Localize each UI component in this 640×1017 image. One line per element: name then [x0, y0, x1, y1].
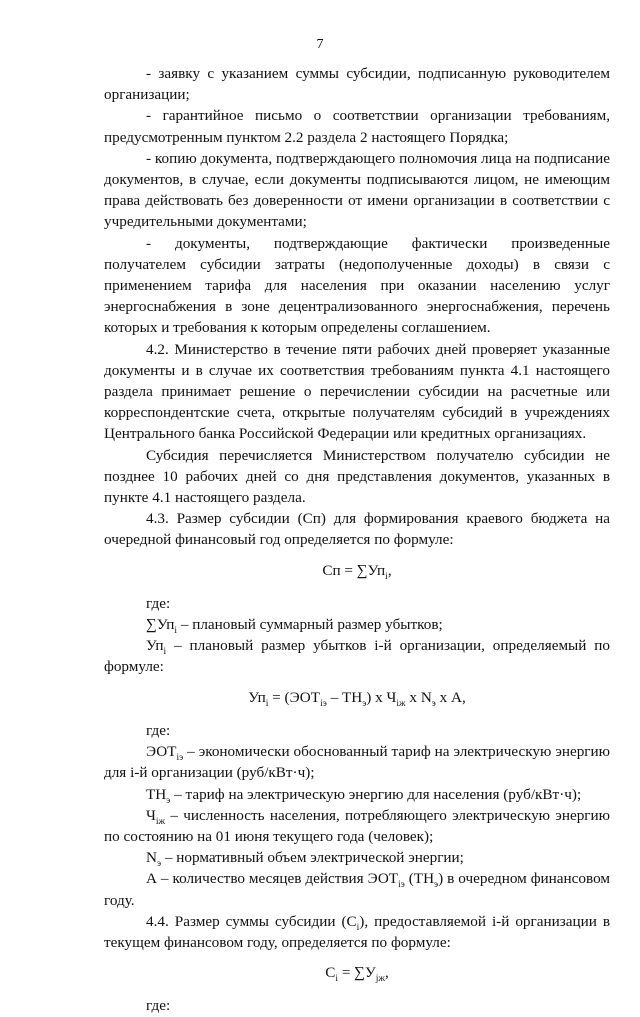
definition: $N_э$ – нормативный объем электрической энергии;: [146, 849, 464, 870]
paragraph: - заявку с указанием суммы субсидии, подписанную руководителем организации;: [104, 65, 610, 104]
formula-losses: $Уп_i = (ЭОТ_{iэ} - ТН_э)$ х $Ч_{iж}$ х $N_э$ х А,: [248, 688, 466, 709]
definition: $ТН_э$ – тариф на электрическую энергию для населения (руб/кВт·ч);: [146, 785, 582, 806]
formula-subsidy: $С_i = \sum У_{jж}$,: [325, 964, 389, 985]
definition: $Уп_i$ – плановый размер убытков i-й организации, определяемый по формуле:: [104, 637, 610, 676]
paragraph: 4.2. Министерство в течение пяти рабочих дней проверяет указанные документы и в случае их соответствия требованиям пункта 4.1 настоящего раздела принимает решение о перечислении субсидии на расчетные или корреспондентские счета, открытые получателям субсидий в учреждениях Центрального банка Российской Федерации или кредитных организациях.: [104, 340, 610, 443]
where-label: где:: [146, 721, 171, 739]
paragraph: - гарантийное письмо о соответствии организации требованиям, предусмотренным пунктом 2.2 раздела 2 настоящего Порядка;: [104, 107, 610, 146]
paragraph: 4.3. Размер субсидии (Сп) для формирования краевого бюджета на очередной финансовый год определяется по формуле:: [104, 510, 610, 549]
where-label: где:: [146, 997, 171, 1015]
formula-subsidy-plan: Сп = $\sum Уп_i$,: [322, 561, 392, 582]
document-body: [104, 63, 610, 1017]
definition: $Ч_{iж}$ – численность населения, потребляющего электрическую энергию по состоянию на 01 июня текущего года (человек);: [104, 806, 610, 845]
definition: $\sum Уп_i$ – плановый суммарный размер убытков;: [146, 616, 443, 637]
page-number: 7: [316, 37, 324, 52]
where-label: где:: [146, 594, 171, 612]
paragraph: - документы, подтверждающие фактически произведенные получателем субсидии затраты (недополученные доходы) в связи с применением тарифа для населения при оказании населению услуг энергоснабжения в зоне децентрализованного энергоснабжения, перечень которых и требования к которым определены соглашением.: [104, 234, 610, 337]
definition: А – количество месяцев действия $ЭОТ_{iэ}$ $(ТН_э)$ в очередном финансовом году.: [104, 870, 610, 909]
paragraph: Субсидия перечисляется Министерством получателю субсидии не позднее 10 рабочих дней со дня представления документов, указанных в пункте 4.1 настоящего раздела.: [104, 446, 610, 507]
paragraph: - копию документа, подтверждающего полномочия лица на подписание документов, в случае, если документы подписываются лицом, не имеющим права действовать без доверенности от имени организации в соответствии с учредительными документами;: [104, 149, 610, 231]
paragraph: 4.4. Размер суммы субсидии $(С_i)$, предоставляемой i-й организации в текущем финансовом году, определяется по формуле:: [104, 912, 610, 951]
definition: $ЭОТ_{iэ}$ – экономически обоснованный тариф на электрическую энергию для i-й организации (руб/кВт·ч);: [104, 743, 610, 782]
